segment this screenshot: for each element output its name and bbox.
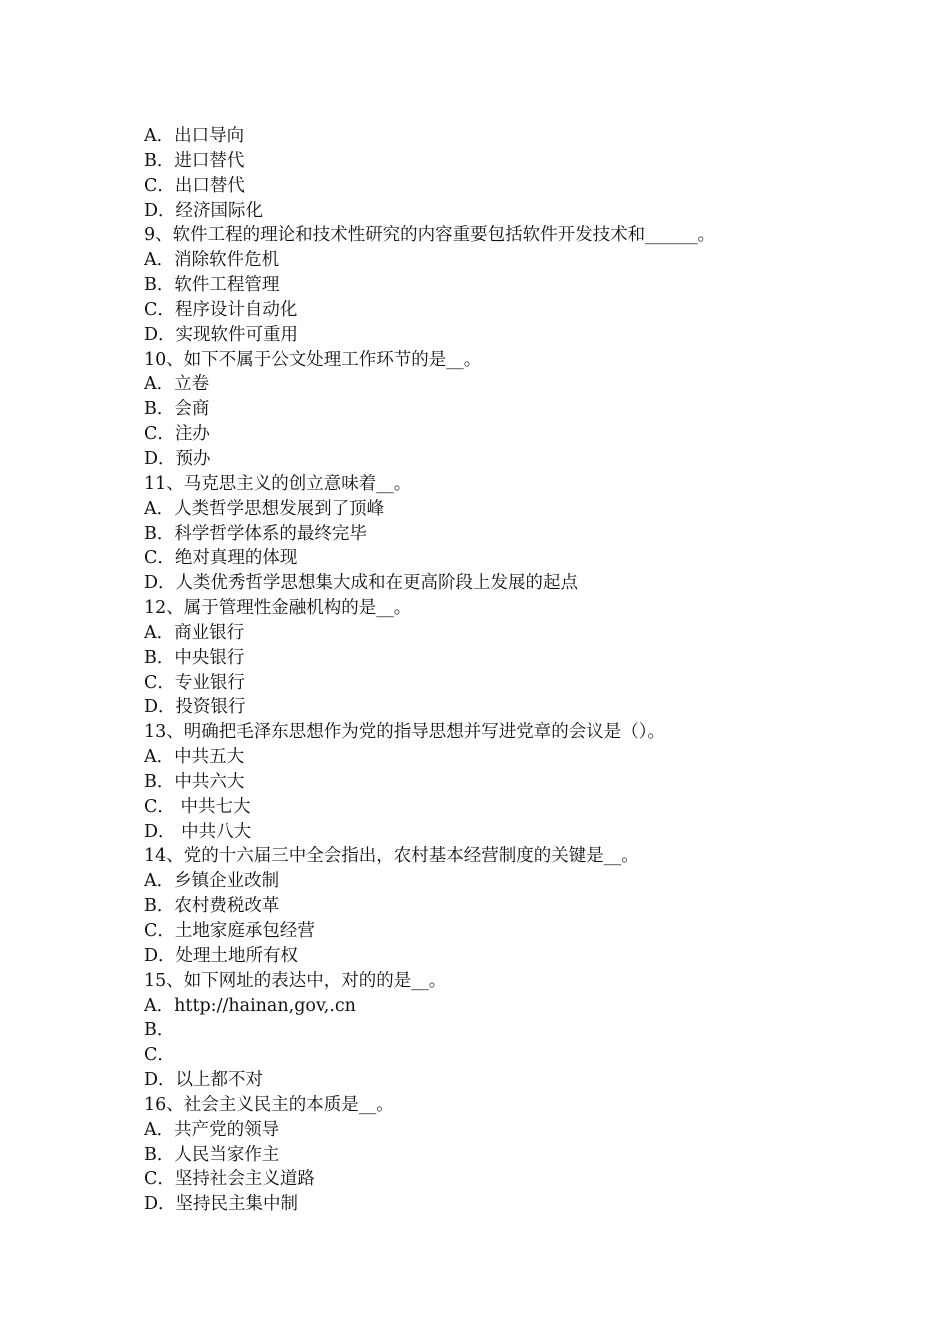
option-d: D．人类优秀哲学思想集大成和在更高阶段上发展的起点 (144, 573, 579, 594)
option-a: A．中共五大 (144, 747, 245, 768)
option-b: B．中共六大 (144, 771, 245, 792)
option-d: D．经济国际化 (144, 200, 264, 221)
option-c: C． (144, 1045, 175, 1066)
option-d: D．以上都不对 (144, 1070, 264, 1091)
option-b: B．人民当家作主 (144, 1144, 280, 1165)
option-b: B．进口替代 (144, 150, 245, 171)
option-a: A．立卷 (144, 374, 210, 395)
option-c: C．坚持社会主义道路 (144, 1169, 315, 1190)
option-b: B．会商 (144, 399, 210, 420)
question-15: 15、如下网址的表达中，对的的是__。 (144, 970, 447, 991)
question-9: 9、软件工程的理论和技术性研究的内容重要包括软件开发技术和______。 (144, 225, 716, 246)
option-c: C．注办 (144, 424, 210, 445)
option-a: A．共产党的领导 (144, 1119, 280, 1140)
option-d: D．坚持民主集中制 (144, 1194, 299, 1215)
question-12: 12、属于管理性金融机构的是__。 (144, 598, 412, 619)
option-d: D． 中共八大 (144, 821, 252, 842)
option-b: B．软件工程管理 (144, 275, 280, 296)
option-b: B．农村费税改革 (144, 896, 280, 917)
option-b: B．中央银行 (144, 647, 245, 668)
option-a: A．商业银行 (144, 622, 245, 643)
option-c: C．土地家庭承包经营 (144, 921, 315, 941)
question-16: 16、社会主义民主的本质是__。 (144, 1094, 394, 1115)
option-d: D．实现软件可重用 (144, 324, 299, 345)
option-c: C．专业银行 (144, 672, 245, 693)
option-c: C．绝对真理的体现 (144, 548, 298, 569)
question-list (144, 124, 824, 1217)
option-c: C． 中共七大 (144, 796, 251, 817)
option-b: B．科学哲学体系的最终完毕 (144, 523, 367, 544)
option-a: A．消除软件危机 (144, 250, 280, 271)
option-c: C．程序设计自动化 (144, 299, 298, 320)
question-11: 11、马克思主义的创立意味着__。 (144, 473, 412, 494)
option-d: D．处理土地所有权 (144, 945, 299, 966)
option-d: D．预办 (144, 448, 211, 469)
question-10: 10、如下不属于公文处理工作环节的是__。 (144, 349, 482, 370)
question-14: 14、党的十六届三中全会指出，农村基本经营制度的关键是__。 (144, 846, 639, 867)
option-a: A．出口导向 (144, 126, 245, 146)
option-d: D．投资银行 (144, 697, 246, 718)
option-b: B． (144, 1020, 175, 1041)
option-c: C．出口替代 (144, 175, 245, 196)
option-a: A．乡镇企业改制 (144, 871, 280, 892)
question-13: 13、明确把毛泽东思想作为党的指导思想并写进党章的会议是（）。 (144, 722, 666, 743)
option-a: A．人类哲学思想发展到了顶峰 (144, 498, 385, 519)
option-a: A．http://hainan,gov,.cn (144, 995, 356, 1016)
